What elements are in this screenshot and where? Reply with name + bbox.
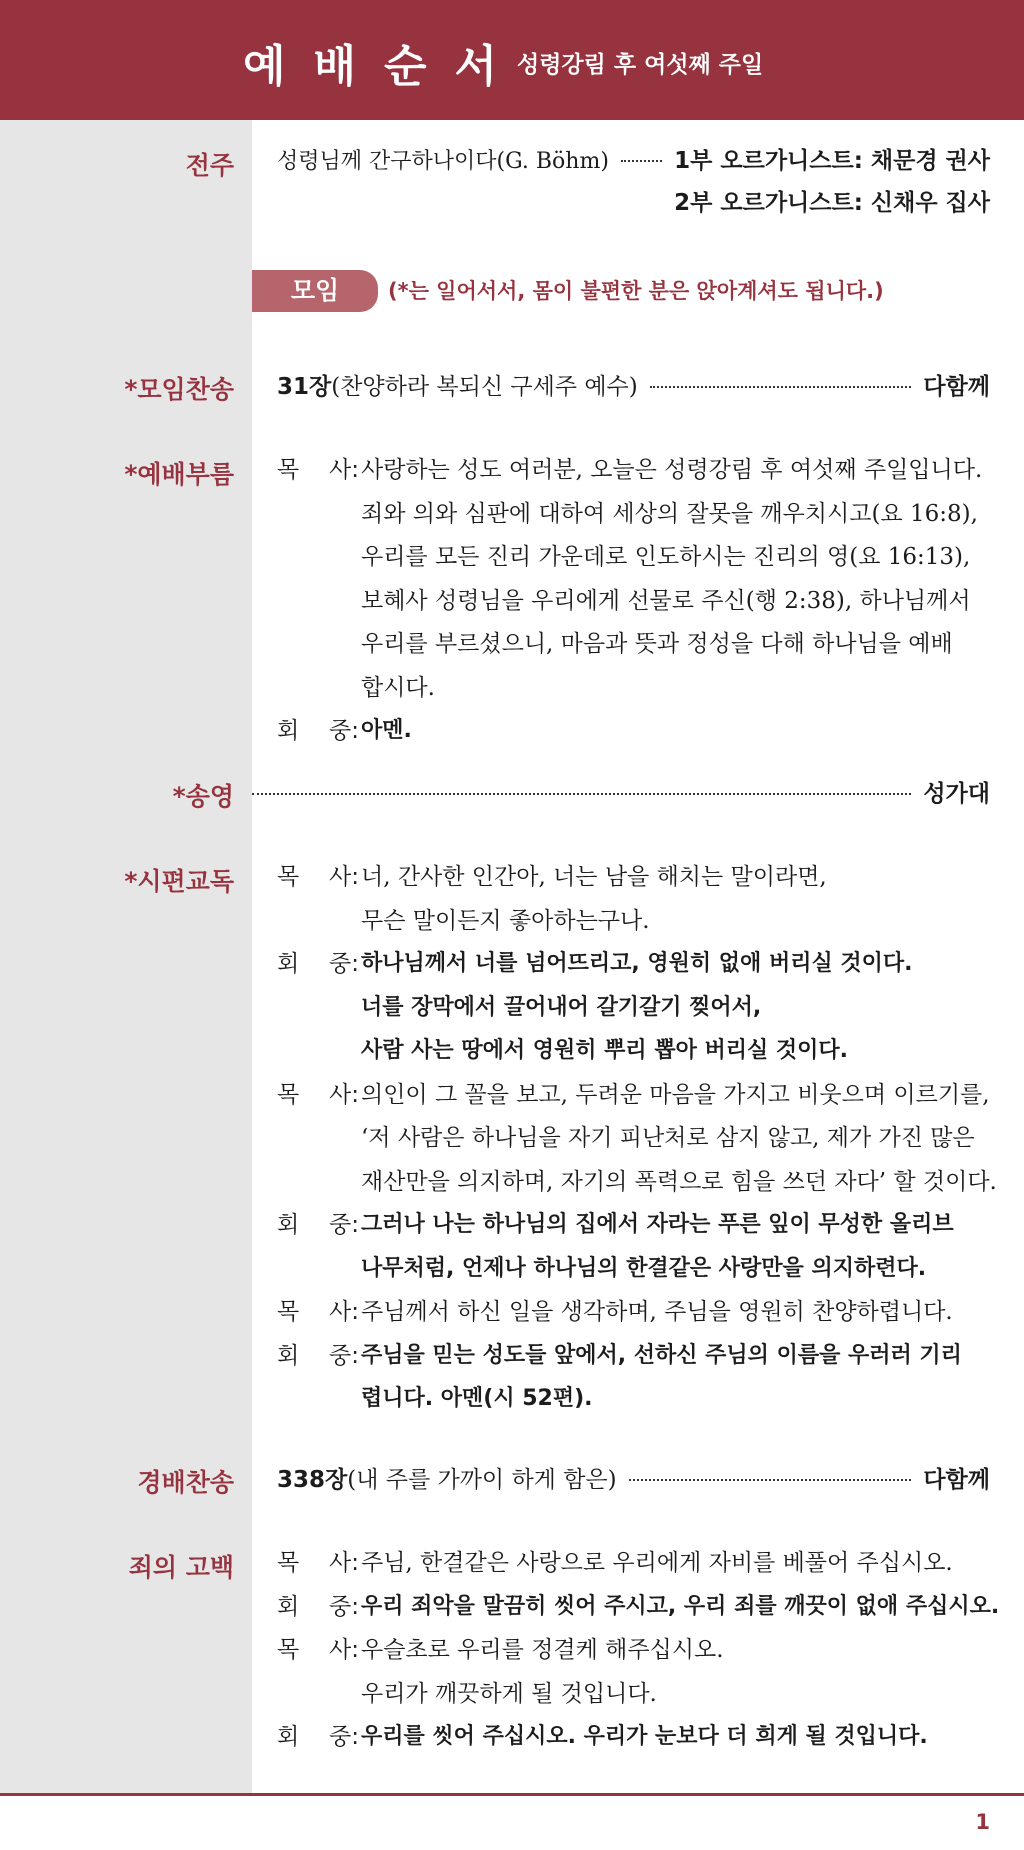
speaker-label: 목 사:	[277, 864, 359, 890]
speaker-label: 목 사:	[277, 457, 359, 483]
opening-hymn-title: (찬양하라 복되신 구세주 예수)	[331, 374, 638, 400]
speaker-label: 회 중:	[277, 1342, 359, 1369]
dialogue-line	[277, 1291, 997, 1333]
dialogue-text: 너를 장막에서 끌어내어 갈기갈기 찢어서,	[361, 994, 762, 1020]
dotted-leader	[650, 386, 912, 388]
dialogue-text: 우리를 모든 진리 가운데로 인도하시는 진리의 영(요 16:13),	[361, 544, 971, 570]
dialogue-text: 주님을 믿는 성도들 앞에서, 선하신 주님의 이름을 우러러 기리	[361, 1342, 962, 1368]
dialogue-text: 나무처럼, 언제나 하나님의 한결같은 사랑만을 의지하련다.	[361, 1255, 927, 1281]
speaker-label: 목 사:	[277, 1081, 359, 1108]
dialogue-line	[277, 1117, 997, 1159]
dialogue-line	[277, 1673, 997, 1715]
dialogue-line	[277, 710, 997, 752]
psalm-reading-label: *시편교독	[124, 867, 234, 896]
opening-hymn-performer: 다함께	[923, 374, 990, 400]
dialogue-line	[277, 580, 997, 622]
dialogue-text: 우리를 씻어 주십시오. 우리가 눈보다 더 희게 될 것입니다.	[361, 1724, 928, 1749]
dialogue-text: ‘저 사람은 하나님을 자기 피난처로 삼지 않고, 제가 가진 많은	[361, 1125, 975, 1151]
doxology-label: *송영	[172, 782, 234, 811]
worship-hymn-label: 경배찬송	[137, 1468, 234, 1497]
speaker-label: 회 중:	[277, 718, 359, 744]
opening-hymn-row	[277, 366, 990, 408]
page-number: 1	[975, 1810, 990, 1834]
dialogue-line	[277, 856, 997, 898]
dialogue-line	[277, 1586, 1000, 1628]
doxology-performer: 성가대	[923, 781, 990, 807]
dialogue-text: 보혜사 성령님을 우리에게 선물로 주신(행 2:38), 하나님께서	[361, 587, 971, 614]
organist-1: 1부 오르가니스트: 채문경 권사	[674, 148, 990, 174]
speaker-label: 회 중:	[277, 1724, 359, 1750]
dialogue-line	[277, 987, 997, 1029]
prelude-row-2	[277, 182, 990, 224]
dialogue-text: 죄와 의와 심판에 대하여 세상의 잘못을 깨우치시고(요 16:8),	[361, 500, 978, 527]
dialogue-line	[277, 623, 997, 665]
dialogue-text: 의인이 그 꼴을 보고, 두려운 마음을 가지고 비웃으며 이르기를,	[361, 1081, 990, 1108]
dialogue-line	[277, 1161, 997, 1203]
worship-hymn-row	[277, 1459, 990, 1501]
dialogue-text: 하나님께서 너를 넘어뜨리고, 영원히 없애 버리실 것이다.	[361, 951, 913, 976]
page-subtitle: 성령강림 후 여섯째 주일	[517, 52, 764, 78]
dialogue-text: 합시다.	[361, 674, 435, 701]
dialogue-line	[277, 493, 997, 535]
speaker-label: 회 중:	[277, 1593, 359, 1620]
gathering-badge: 모임	[252, 270, 378, 312]
dialogue-text: 렵니다. 아멘(시 52편).	[361, 1386, 593, 1411]
speaker-label: 회 중:	[277, 1212, 359, 1238]
dialogue-line	[277, 449, 997, 491]
dotted-leader	[252, 793, 911, 795]
organist-2: 2부 오르가니스트: 신채우 집사	[674, 190, 990, 216]
doxology-row	[252, 773, 990, 815]
dialogue-text: 아멘.	[361, 718, 412, 743]
dialogue-text: 사람 사는 땅에서 영원히 뿌리 뽑아 버리실 것이다.	[361, 1038, 849, 1063]
gathering-note: (*는 일어서서, 몸이 불편한 분은 앉아계셔도 됩니다.)	[388, 279, 884, 303]
dialogue-line	[277, 1378, 997, 1420]
dialogue-text: 주님께서 하신 일을 생각하며, 주님을 영원히 찬양하렵니다.	[361, 1299, 953, 1325]
speaker-label: 목 사:	[277, 1550, 359, 1576]
dialogue-line	[277, 1716, 997, 1758]
dialogue-line	[277, 1030, 997, 1072]
speaker-label: 목 사:	[277, 1299, 359, 1325]
prelude-label: 전주	[185, 151, 234, 180]
dialogue-line	[277, 943, 997, 985]
dialogue-line	[277, 1074, 997, 1116]
dialogue-text: 주님, 한결같은 사랑으로 우리에게 자비를 베풀어 주십시오.	[361, 1550, 953, 1576]
page-header	[0, 0, 1024, 120]
dotted-leader	[621, 160, 662, 162]
worship-hymn-performer: 다함께	[923, 1467, 990, 1493]
dialogue-text: 우리 죄악을 말끔히 씻어 주시고, 우리 죄를 깨끗이 없애 주십시오.	[361, 1593, 1000, 1619]
worship-hymn-number: 338장	[277, 1467, 348, 1493]
opening-hymn-label: *모임찬송	[124, 375, 234, 404]
dialogue-line	[277, 1204, 997, 1246]
dialogue-text: 너, 간사한 인간아, 너는 남을 해치는 말이라면,	[361, 864, 827, 890]
call-to-worship-label: *예배부름	[124, 460, 234, 489]
confession-label: 죄의 고백	[128, 1553, 234, 1582]
footer-rule	[0, 1793, 1024, 1796]
dialogue-text: 사랑하는 성도 여러분, 오늘은 성령강림 후 여섯째 주일입니다.	[361, 457, 983, 483]
dialogue-line	[277, 667, 997, 709]
dialogue-line	[277, 1248, 997, 1290]
dialogue-line	[277, 1542, 997, 1584]
speaker-label: 회 중:	[277, 951, 359, 977]
dialogue-text: 재산만을 의지하며, 자기의 폭력으로 힘을 쓰던 자다’ 할 것이다.	[361, 1168, 997, 1195]
prelude-row	[277, 140, 990, 182]
dialogue-text: 우리가 깨끗하게 될 것입니다.	[361, 1680, 657, 1707]
prelude-piece: 성령님께 간구하나이다(G. Böhm)	[277, 149, 609, 174]
speaker-label: 목 사:	[277, 1637, 359, 1663]
dotted-leader	[629, 1479, 912, 1481]
page-title: 예배순서	[243, 41, 526, 92]
dialogue-text: 그러나 나는 하나님의 집에서 자라는 푸른 잎이 무성한 올리브	[361, 1212, 954, 1237]
dialogue-text: 무슨 말이든지 좋아하는구나.	[361, 907, 650, 934]
worship-hymn-title: (내 주를 가까이 하게 함은)	[347, 1467, 617, 1493]
dialogue-text: 우리를 부르셨으니, 마음과 뜻과 정성을 다해 하나님을 예배	[361, 631, 953, 657]
opening-hymn-number: 31장	[277, 374, 332, 400]
dialogue-line	[277, 536, 997, 578]
dialogue-text: 우슬초로 우리를 정결케 해주십시오.	[361, 1637, 724, 1663]
dialogue-line	[277, 1335, 997, 1377]
dialogue-line	[277, 900, 997, 942]
dialogue-line	[277, 1629, 997, 1671]
